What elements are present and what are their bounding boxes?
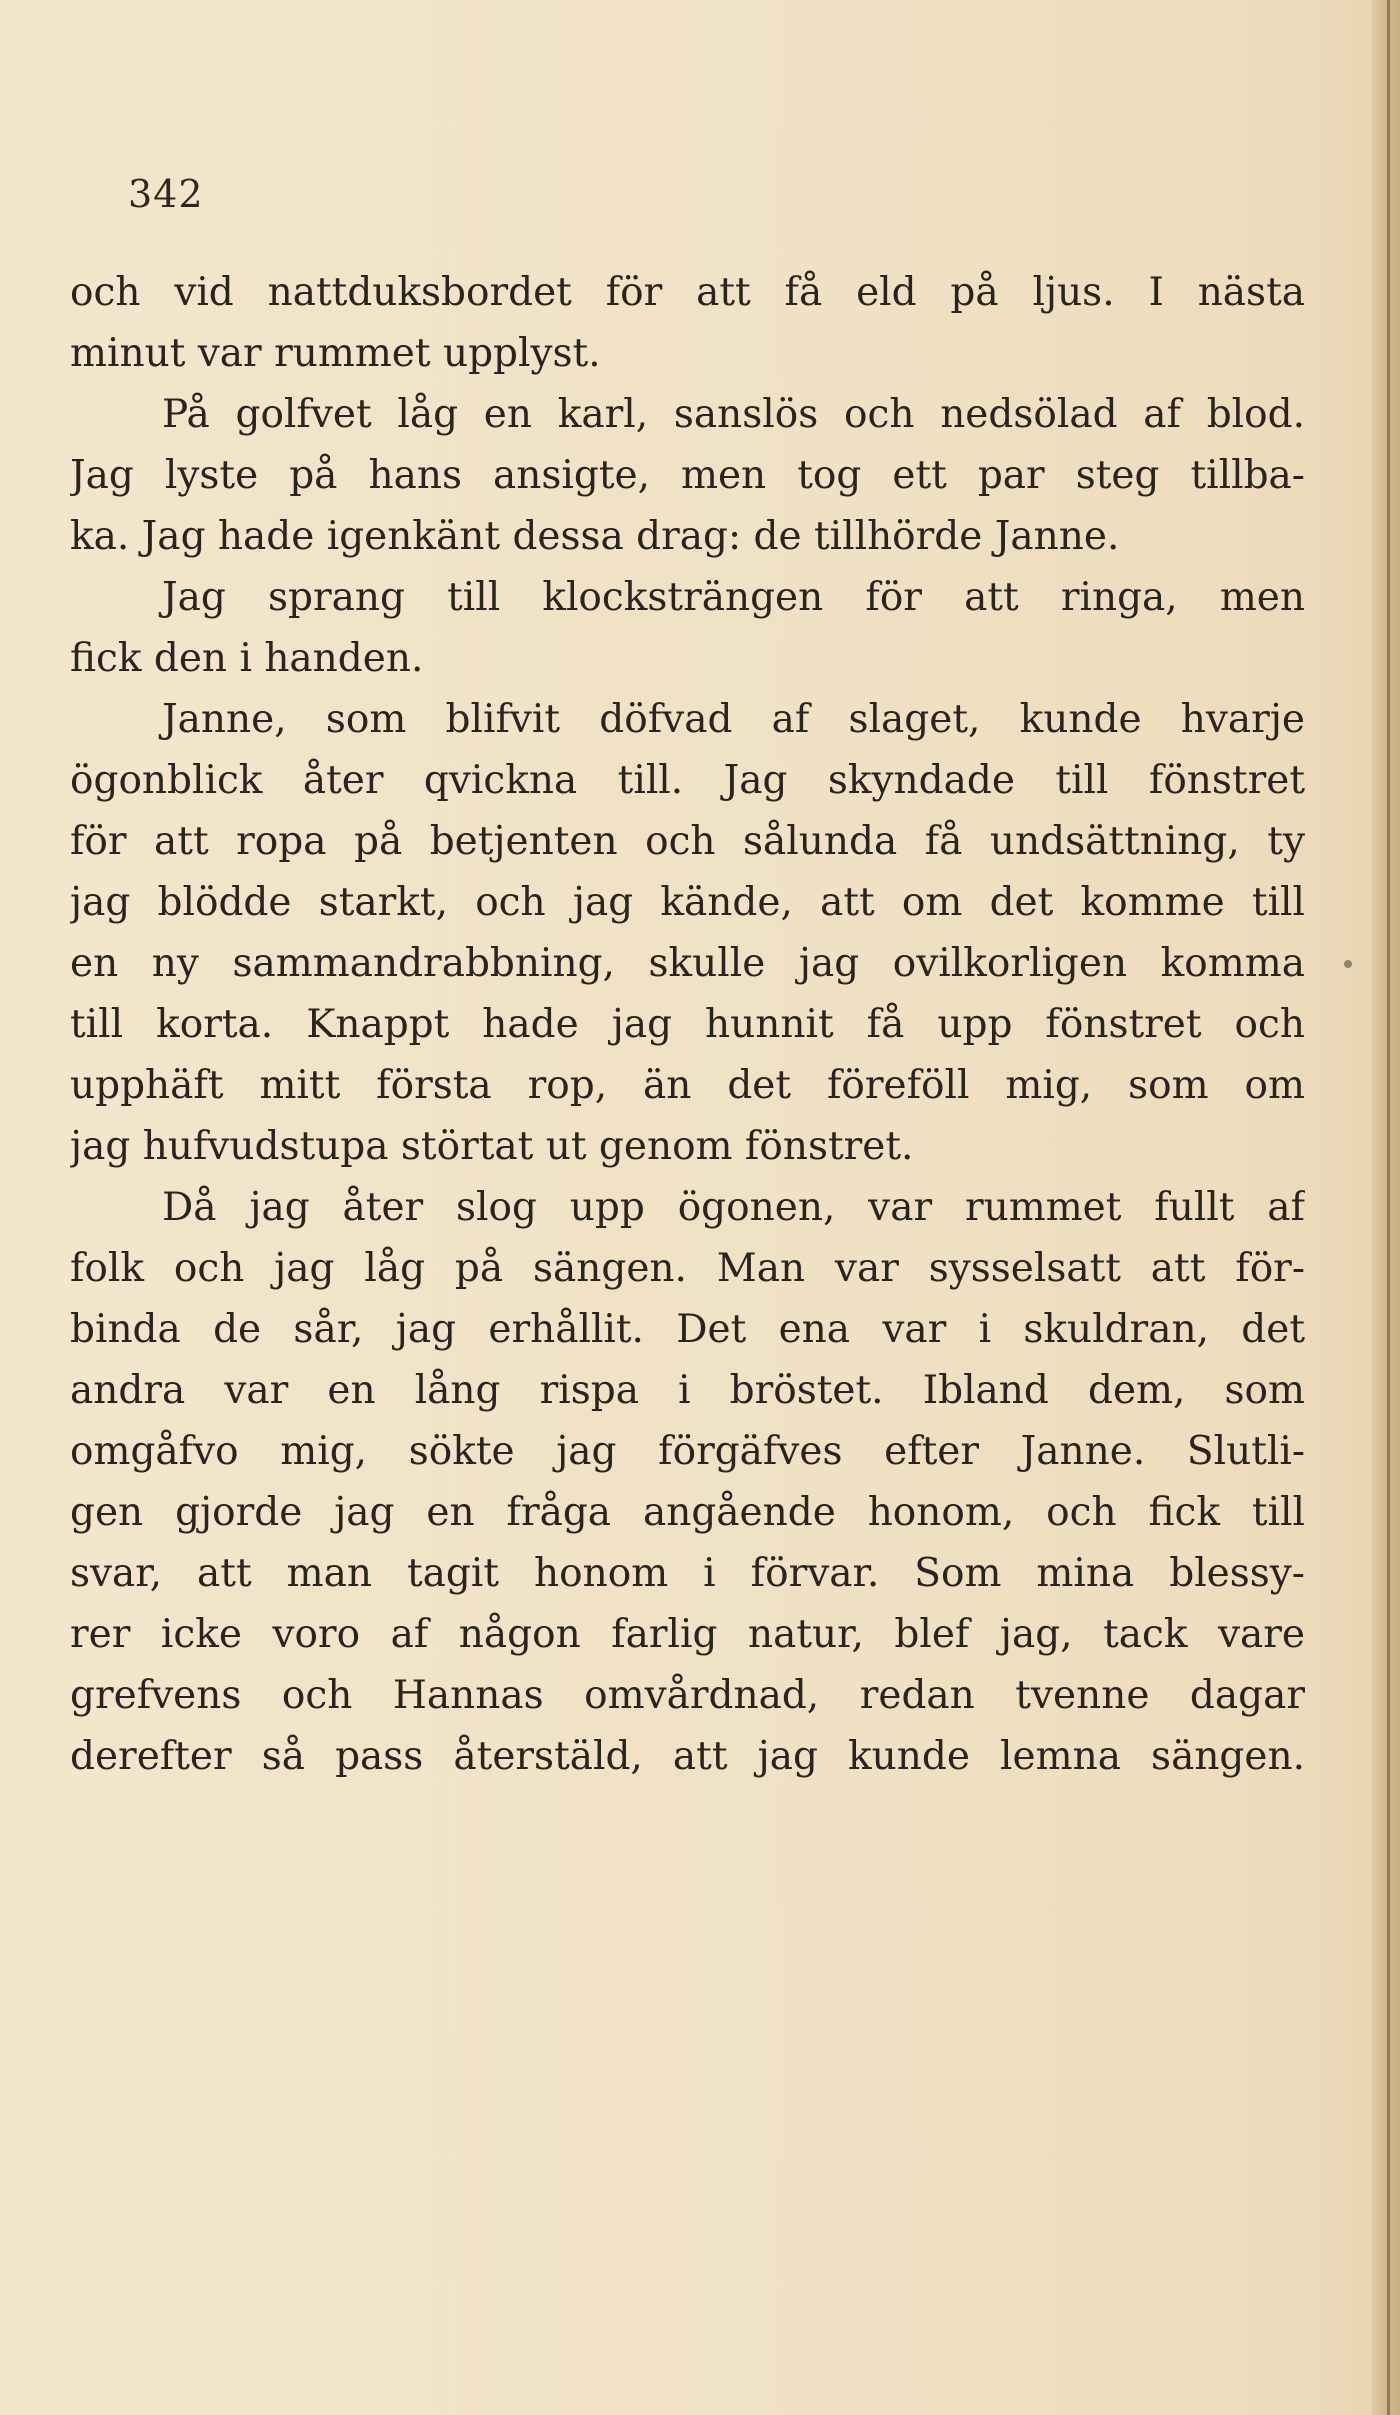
text-line: andra var en lång rispa i bröstet. Ibland dem, som [70,1368,1305,1413]
text-line: rer icke voro af någon farlig natur, blef jag, tack vare [70,1612,1305,1657]
text-line: Janne, som blifvit döfvad af slaget, kunde hvarje [162,697,1305,742]
text-line: grefvens och Hannas omvårdnad, redan tvenne dagar [70,1673,1305,1718]
page-number: 342 [128,172,204,216]
text-line: minut var rummet upplyst. [70,331,601,376]
page-edge [1372,0,1400,2415]
text-line: ögonblick åter qvickna till. Jag skyndade till fönstret [70,758,1305,803]
text-line: På golfvet låg en karl, sanslös och nedsölad af blod. [162,392,1305,437]
text-line: fick den i handen. [70,636,424,681]
text-line: en ny sammandrabbning, skulle jag ovilkorligen komma [70,941,1305,986]
text-line: folk och jag låg på sängen. Man var sysselsatt att för- [70,1246,1305,1291]
text-line: jag hufvudstupa störtat ut genom fönstret. [70,1124,914,1169]
text-line: till korta. Knappt hade jag hunnit få upp fönstret och [70,1002,1305,1047]
text-line: derefter så pass återstäld, att jag kunde lemna sängen. [70,1734,1305,1779]
page-edge-line [1387,0,1390,2415]
text-line: ka. Jag hade igenkänt dessa drag: de tillhörde Janne. [70,514,1120,559]
text-line: Jag lyste på hans ansigte, men tog ett par steg tillba- [70,453,1305,498]
text-line: Då jag åter slog upp ögonen, var rummet fullt af [162,1185,1305,1230]
text-line: Jag sprang till klocksträngen för att ringa, men [162,575,1305,620]
body-text [70,262,1305,1787]
text-line: och vid nattduksbordet för att få eld på ljus. I nästa [70,270,1305,315]
text-line: svar, att man tagit honom i förvar. Som mina blessy- [70,1551,1305,1596]
ink-speck [1344,960,1352,968]
text-line: jag blödde starkt, och jag kände, att om det komme till [70,880,1305,925]
text-line: omgåfvo mig, sökte jag förgäfves efter Janne. Slutli- [70,1429,1305,1474]
text-line: för att ropa på betjenten och sålunda få undsättning, ty [70,819,1305,864]
text-line: gen gjorde jag en fråga angående honom, och fick till [70,1490,1305,1535]
text-line: binda de sår, jag erhållit. Det ena var i skuldran, det [70,1307,1305,1352]
text-line: upphäft mitt första rop, än det föreföll mig, som om [70,1063,1305,1108]
